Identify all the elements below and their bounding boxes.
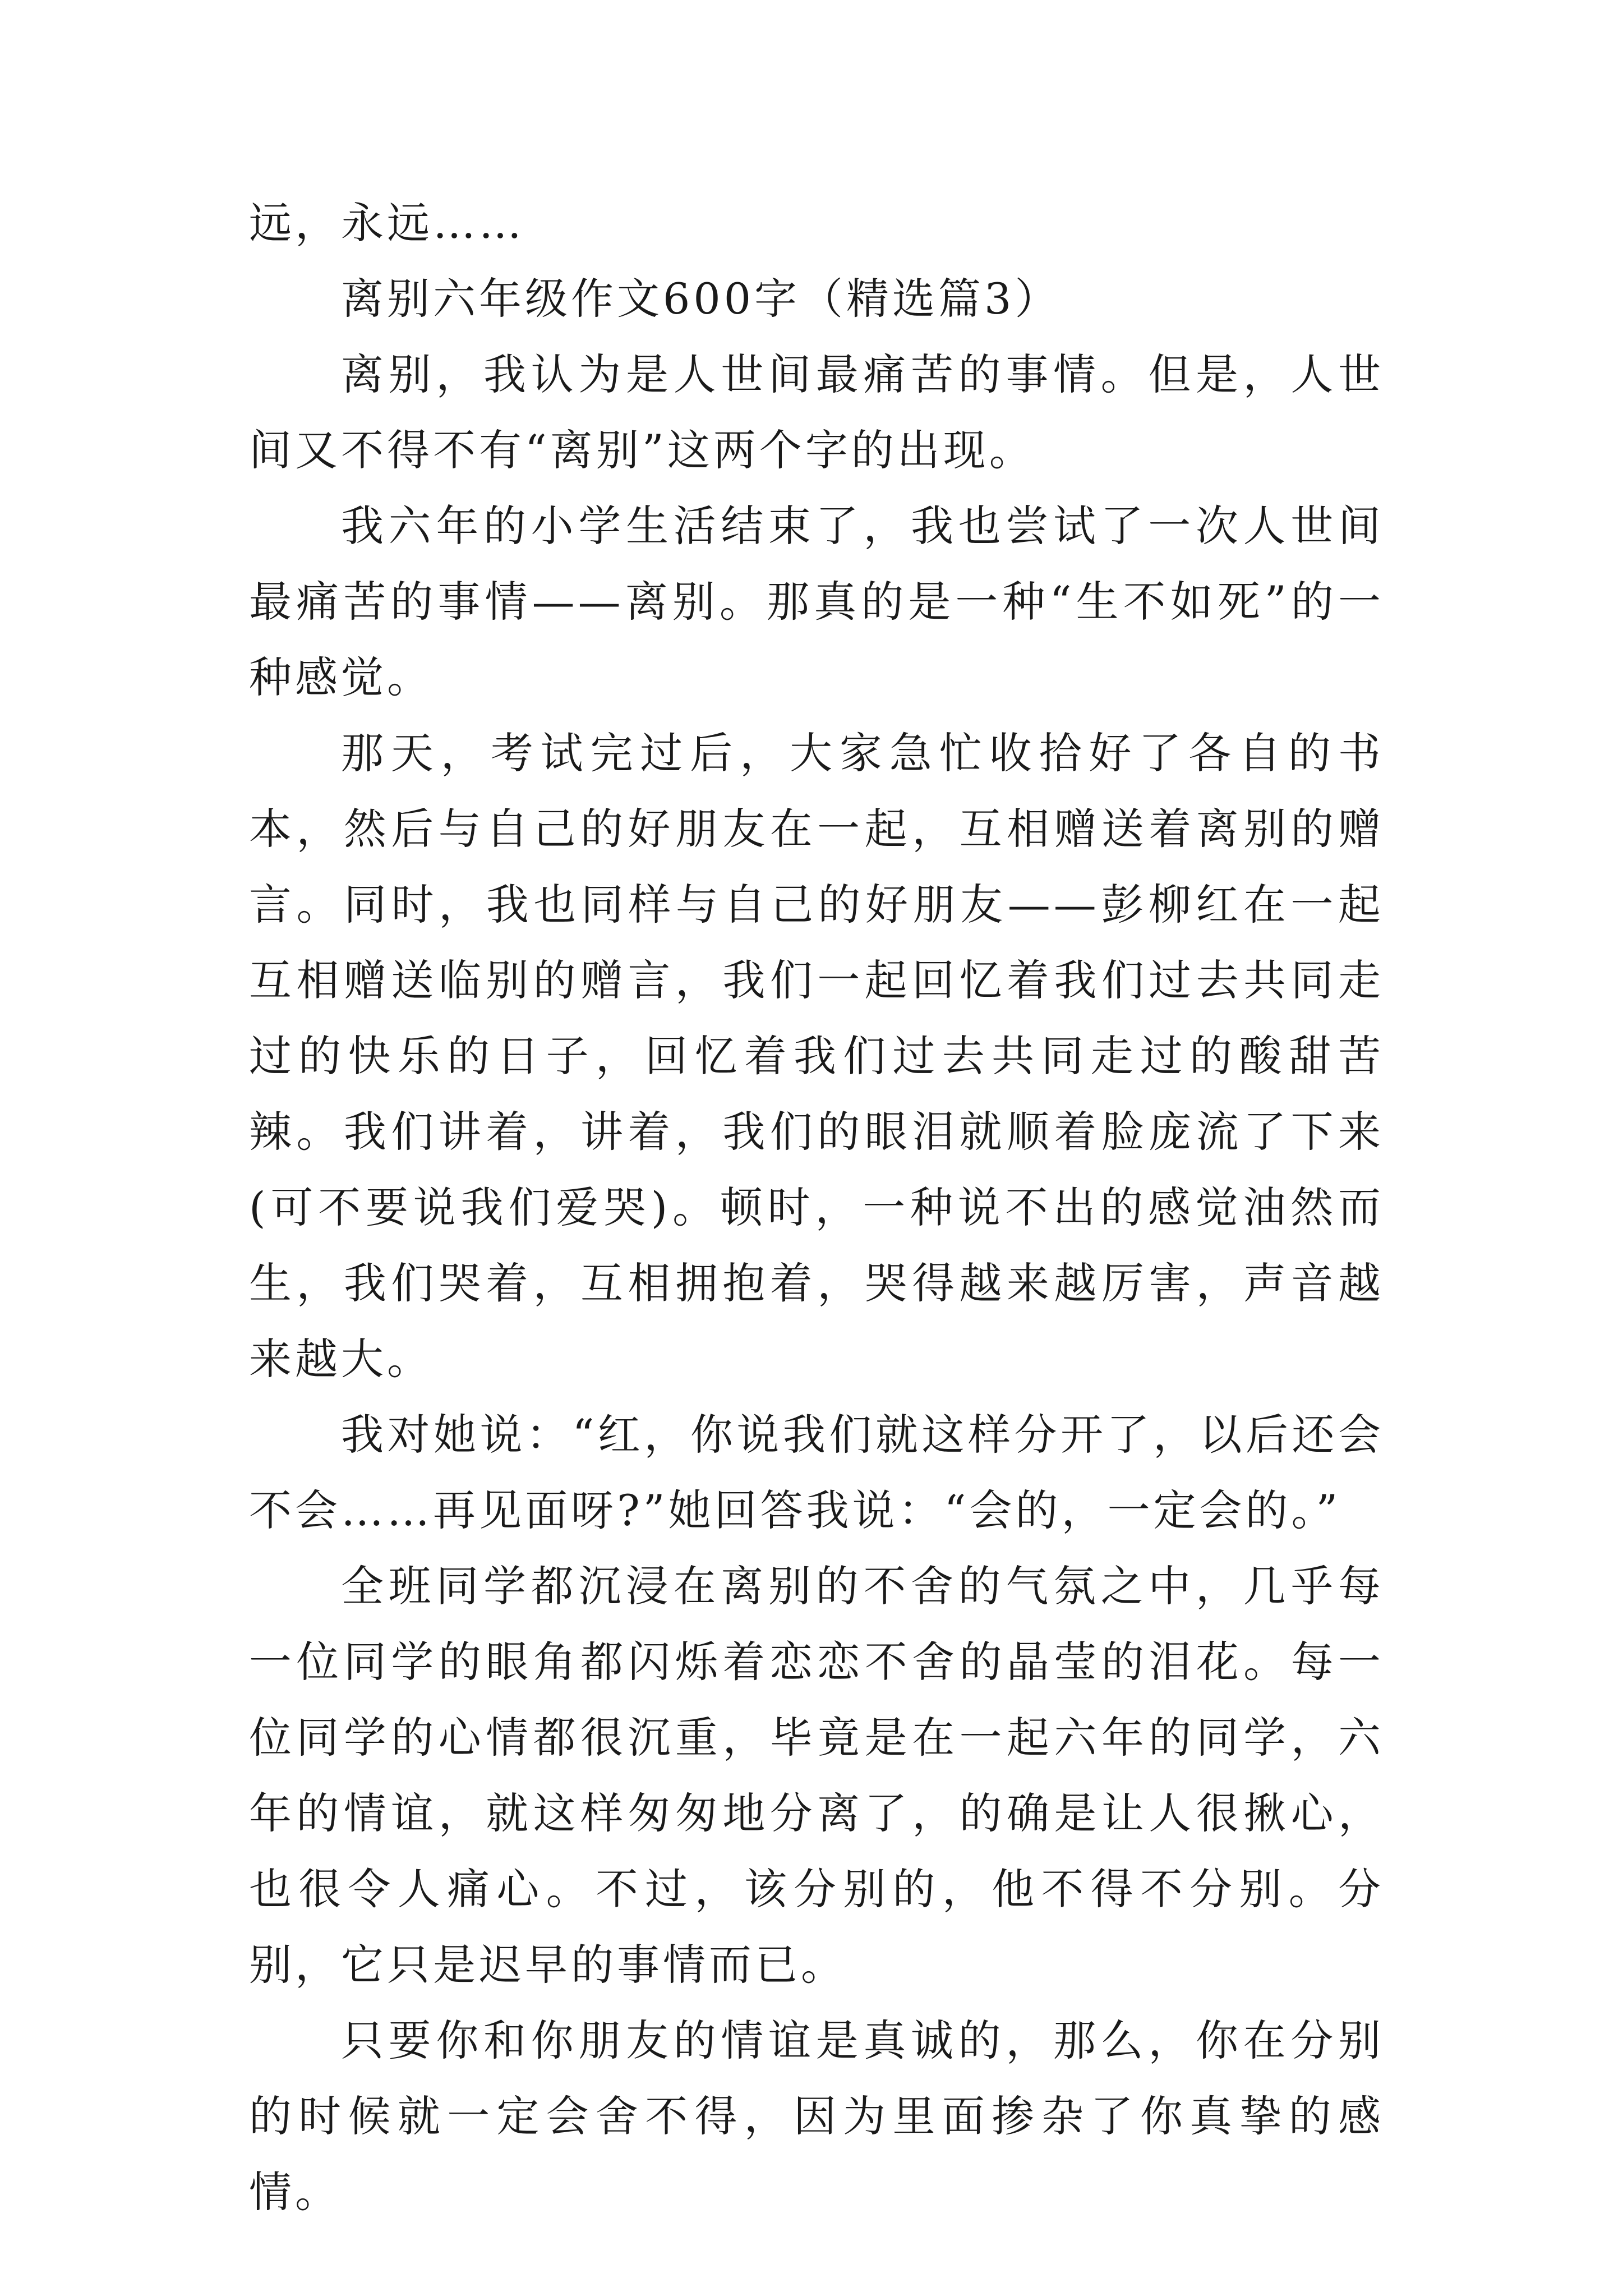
paragraph-1: 离别，我认为是人世间最痛苦的事情。但是，人世间又不得不有“离别”这两个字的出现。 <box>249 349 1384 475</box>
paragraph-4: 我对她说：“红，你说我们就这样分开了，以后还会不会……再见面呀?”她回答我说：“会的，一定会的。” <box>249 1410 1384 1535</box>
paragraph-3: 那天，考试完过后，大家急忙收拾好了各自的书本，然后与自己的好朋友在一起，互相赠送着离别的赠言。同时，我也同样与自己的好朋友——彭柳红在一起互相赠送临别的赠言，我们一起回忆着我们过去共同走过的快乐的日子，回忆着我们过去共同走过的酸甜苦辣。我们讲着，讲着，我们的眼泪就顺着脸庞流了下来(可不要说我们爱哭)。顿时，一种说不出的感觉油然而生，我们哭着，互相拥抱着，哭得越来越厉害，声音越来越大。 <box>249 728 1384 1384</box>
continuation-text: 远，永远…… <box>249 198 525 248</box>
section-heading: 离别六年级作文600字（精选篇3） <box>341 274 1061 324</box>
document-body <box>249 185 1384 2230</box>
paragraph-2: 我六年的小学生活结束了，我也尝试了一次人世间最痛苦的事情——离别。那真的是一种“生不如死”的一种感觉。 <box>249 501 1384 702</box>
paragraph-5: 全班同学都沉浸在离别的不舍的气氛之中，几乎每一位同学的眼角都闪烁着恋恋不舍的晶莹的泪花。每一位同学的心情都很沉重，毕竟是在一起六年的同学，六年的情谊，就这样匆匆地分离了，的确是让人很揪心，也很令人痛心。不过，该分别的，他不得不分别。分别，它只是迟早的事情而已。 <box>249 1561 1384 1990</box>
paragraph-6: 只要你和你朋友的情谊是真诚的，那么，你在分别的时候就一定会舍不得，因为里面掺杂了你真挚的感情。 <box>249 2016 1384 2217</box>
